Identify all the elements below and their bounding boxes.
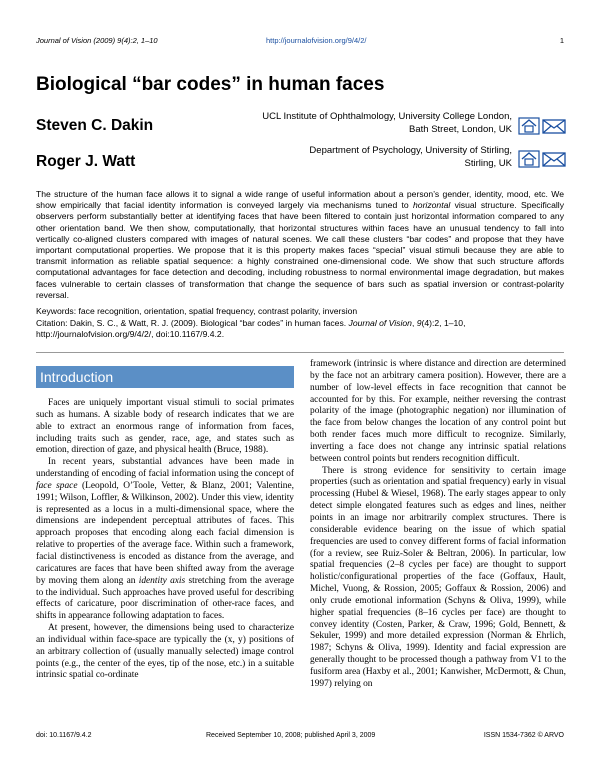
keywords: Keywords: face recognition, orientation, spatial frequency, contrast polarity, inversion xyxy=(36,306,358,316)
footer-doi: doi: 10.1167/9.4.2 xyxy=(36,732,92,739)
email-icon[interactable] xyxy=(543,153,565,166)
journal-url-link[interactable]: http://journalofvision.org/9/4/2/ xyxy=(266,36,367,45)
divider xyxy=(36,352,564,353)
running-header xyxy=(36,36,564,48)
paragraph: At present, however, the dimensions being used to characterize an individual within face-space are typically the (x, y) positions of an arbitrary collection of (usually manually selected) image control points (e.g., the center of the eyes, tip of the nose, etc.) in a suitable intrinsic spatial co-ordinate xyxy=(36,623,294,681)
author-affiliation: Department of Psychology, University of Stirling, Stirling, UK xyxy=(309,145,512,169)
footer-received: Received September 10, 2008; published April 3, 2009 xyxy=(206,732,376,739)
home-icon[interactable] xyxy=(519,118,539,134)
abstract: The structure of the human face allows it to signal a wide range of useful information about a person’s gender, identity, mood, etc. We show empirically that facial identity information is conveyed largely via mechanisms tuned to horizontal visual structure. Specifically observers perform substantially better at identifying faces that have been filtered to contain just horizontal information compared to any other orientation band. We then show, computationally, that horizontal structures within faces have an unusual tendency to fall into vertically co-aligned clusters compared with images of natural scenes. We call these clusters “bar codes” and propose that they have important computational properties. We propose that it is this property makes faces “special” visual stimuli because they are able to transmit information as reliable spatial sequence: a highly constrained one-dimensional code. We show that such structure affords computational advantages for face detection and decoding, including robustness to normal environmental image degradation, but makes faces vulnerable to certain classes of transformation that change the sequence of bars such as spatial inversion or contrast-polarity reversal. xyxy=(36,189,564,300)
citation: Citation: Dakin, S. C., & Watt, R. J. (2009). Biological “bar codes” in human faces. Journal of Vision, 9(4):2, 1–10, http://journalofvision.org/9/4/2/, doi:10.1167/9.4.2. xyxy=(36,318,564,340)
paper-title: Biological “bar codes” in human faces xyxy=(36,74,385,95)
home-icon[interactable] xyxy=(519,151,539,167)
page-number: 1 xyxy=(559,36,564,45)
body-column-right xyxy=(310,359,566,691)
section-heading: Introduction xyxy=(36,366,294,388)
citation-doi-link[interactable]: http://journalofvision.org/9/4/2/, doi:10.1167/9.4.2. xyxy=(36,329,225,340)
author-affiliation: UCL Institute of Ophthalmology, University College London, Bath Street, London, UK xyxy=(262,111,512,135)
footer-issn: ISSN 1534-7362 © ARVO xyxy=(483,732,564,739)
author-links xyxy=(518,116,568,136)
paragraph: Faces are uniquely important visual stimuli to social primates such as humans. A sizable body of research indicates that we are able to extract an enormous range of information from faces, including traits such as gender, race, age, and states such as emotion, direction of gaze, and physical health (Bruce, 1988). xyxy=(36,398,294,456)
author-name: Roger J. Watt xyxy=(36,153,136,170)
paragraph: framework (intrinsic is where distance and direction are determined by the face not an arbitrary camera position). However, there are a number of low-level effects in face recognition that cannot be accounted for by this. For example, neither reversing the contrast polarity of the image (photographic negation) nor illumination of the face from below changes the location of any control point but both render faces much more difficult to recognize. Similarly, inverting a face does not change any intrinsic spatial relations between control points but renders recognition difficult. xyxy=(310,359,566,464)
email-icon[interactable] xyxy=(543,120,565,133)
paragraph: In recent years, substantial advances have been made in understanding of encoding of facial information using the concept of face space (Leopold, O’Toole, Vetter, & Blanz, 2001; Valentine, 1991; Wilson, Loffler, & Wilkinson, 2002). Under this view, identity is represented as a locus in a multi-dimensional space, where the dimensions are independent perceptual attributes of faces. This approach proposes that encoding along each facial dimension is relative to properties of the average face. Within such a framework, facial distinctiveness is encoded as distance from the average, and caricatures are faces that have been shifted away from the average by moving them along an identity axis stretching from the average to the individual. Such approaches have proved useful for describing effects of caricature, poor discrimination of other-race faces, and shifts in appearance following adaptation to faces. xyxy=(36,457,295,622)
author-name: Steven C. Dakin xyxy=(36,117,154,134)
author-links xyxy=(518,149,568,169)
body-column-left xyxy=(36,398,294,682)
journal-citation: Journal of Vision (2009) 9(4):2, 1–10 xyxy=(36,36,158,45)
paragraph: There is strong evidence for sensitivity to certain image properties (such as orientation and spatial frequency) early in visual processing (Hubel & Wiesel, 1968). The early stages appear to only detect simple elongated features such as edges and lines, neither points in an image nor arbitrarily complex structures. There is considerable evidence bearing on the issue of which spatial frequencies are used to convey different forms of facial information (for a review, see Ruiz-Soler & Beltran, 2006). In particular, low spatial frequencies (2–8 cycles per face) are thought to support holistic/configurational properties of the face (Goffaux, Hault, Michel, Vuong, & Rossion, 2005; Goffaux & Rossion, 2006) and only crude emotional information (Schyns & Oliva, 1999), while higher spatial frequencies (8–16 cycles per face) are thought to convey identity (Costen, Parker, & Craw, 1996; Gold, Bennett, & Sekuler, 1999) and more detailed expression (Norman & Ehrlich, 1987; Schyns & Oliva, 1999). Identity and facial expression are generally thought to be processed though a pathway from V1 to the fusiform area (Haxby et al., 2001; Kanwisher, McDermott, & Chun, 1997) relying on xyxy=(310,465,566,689)
